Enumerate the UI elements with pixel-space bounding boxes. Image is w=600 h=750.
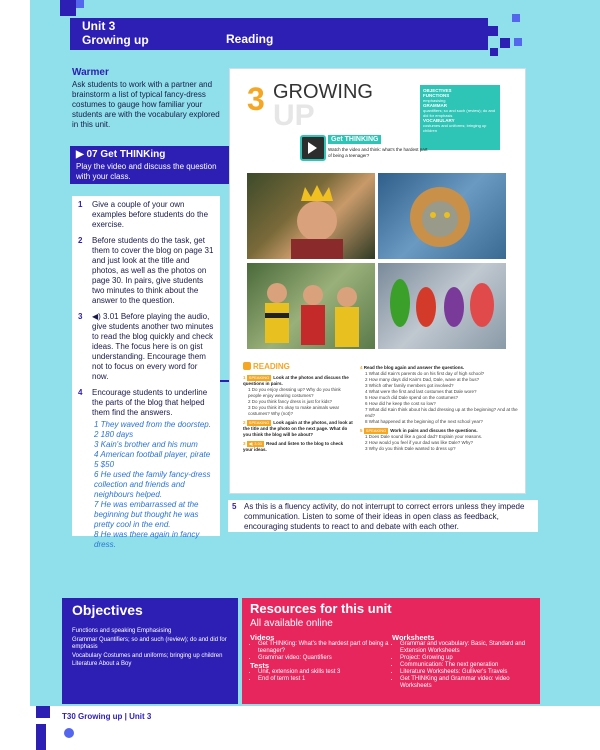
warmer-title: Warmer xyxy=(72,67,109,78)
question: 2 How many days did Kain's Dad, Dale, wave at the bus? xyxy=(365,377,480,382)
video-box xyxy=(70,146,238,184)
section-title: Reading xyxy=(226,32,274,46)
decor-square xyxy=(36,706,50,718)
exercise-tag: SPEAKING xyxy=(248,375,270,380)
video-title: ▶ 07 Get THINKing xyxy=(76,149,166,160)
step-3 xyxy=(78,312,214,382)
step-4 xyxy=(78,388,214,550)
photo-fruit-costumes xyxy=(378,263,506,349)
photo-art xyxy=(378,173,506,259)
page-footer: T30 Growing up | Unit 3 xyxy=(62,712,152,721)
video-text: Play the video and discuss the question with your class. xyxy=(76,162,217,181)
note-text: As this is a fluency activity, do not interrupt to correct errors unless they impede communication. Listen to some of their ideas in open class as feedback, encouraging students to react to and debate with each other. xyxy=(244,502,525,531)
answer-item: 3 Kain's brother and his mum xyxy=(94,440,198,449)
answer-item: 7 He was embarrassed at the beginning but thought he was pretty cool in the end. xyxy=(94,500,199,529)
get-thinking-box xyxy=(300,135,428,163)
note-5 xyxy=(228,500,538,532)
step-text: ◀) 3.01 Before playing the audio, give students another two minutes to read the blog quickly and check ideas. The focus here is on gist understanding. Encourage them not to focus on every word for now. xyxy=(92,312,214,381)
question: 3 Which other family members got involved? xyxy=(365,383,454,388)
exercise xyxy=(243,375,353,387)
photo-boy-crown xyxy=(247,173,375,259)
decor-square xyxy=(36,724,46,750)
exercise-number: 2 xyxy=(243,420,246,425)
resources-col-right xyxy=(392,634,532,690)
question: 2 How would you feel if your dad was like Dale? Why? xyxy=(365,440,474,445)
worksheet-link[interactable]: • Literature Worksheets: Gulliver's Travels xyxy=(400,669,532,676)
video-thumbnail[interactable] xyxy=(300,135,326,161)
objective-line: Literature About a Boy xyxy=(72,661,132,667)
exercise-number: 1 xyxy=(243,375,246,380)
book-title-line1: GROWING xyxy=(273,81,373,103)
objective-line: Functions and speaking Emphasising xyxy=(72,628,172,634)
answer-item: 4 American football player, pirate xyxy=(94,450,211,459)
question: 3 Do you think it's okay to make animals wear costumes? Why (not)? xyxy=(248,405,340,416)
warmer-text: Ask students to work with a partner and brainstorm a list of typical fancy-dress costumes to gauge how familiar your students are with the vocabulary explored in this unit. xyxy=(72,80,220,129)
step-text: Before students do the task, get them to cover the blog on page 31 and just look at the title and photos, as well as the photos on page 30. In pairs, give students two minutes to think about the answer to the question. xyxy=(92,236,214,305)
photo-art xyxy=(247,173,375,259)
exercise-tag: SPEAKING xyxy=(248,420,270,425)
question: 6 How did he keep the cost so low? xyxy=(365,401,436,406)
decor-square xyxy=(514,38,522,46)
photo-art xyxy=(378,263,506,349)
exercise-text: Work in pairs and discuss the questions. xyxy=(390,428,478,433)
obj-heading: FUNCTIONS xyxy=(423,93,450,98)
step-number: 3 xyxy=(78,312,83,321)
resources-subtitle: All available online xyxy=(250,618,333,629)
step-number: 2 xyxy=(78,236,83,245)
unit-label: Unit 3 xyxy=(82,19,116,33)
worksheets-title: Worksheets xyxy=(392,633,435,642)
obj-text: quantifiers; so and such (review); do and did for emphasis xyxy=(423,108,496,118)
decor-circle xyxy=(64,728,74,738)
resources-panel xyxy=(242,598,540,704)
warmer-box xyxy=(72,68,220,130)
video-link[interactable]: • Grammar video: Quantifiers xyxy=(258,655,390,662)
unit-title: Growing up xyxy=(82,33,149,47)
book-title-line2: UP xyxy=(273,99,315,132)
reading-icon xyxy=(243,362,251,370)
worksheet-link[interactable]: • Grammar and vocabulary: Basic, Standard and Extension Worksheets xyxy=(400,641,532,655)
decor-square xyxy=(76,0,84,8)
objective-line: Vocabulary Costumes and uniforms; bringing up children xyxy=(72,652,223,659)
answer-list xyxy=(92,420,214,550)
question: 3 Why do you think Dale wanted to dress up? xyxy=(365,446,456,451)
get-thinking-title: Get THINKING xyxy=(328,135,381,144)
reading-heading: READING xyxy=(253,362,290,371)
photo-art xyxy=(247,263,375,349)
answer-item: 6 He used the family fancy-dress collection and friends and neighbours helped. xyxy=(94,470,211,499)
photo-kids-costumes xyxy=(247,263,375,349)
exercise-text: Look again at the photos, and look at the title and the photo on the next page. What do you think the blog will be about? xyxy=(243,420,353,437)
question: 5 How much did Dale spend on the costumes? xyxy=(365,395,459,400)
tests-title: Tests xyxy=(250,661,270,670)
resources-col-left xyxy=(250,634,390,683)
student-book-page xyxy=(229,68,526,494)
decor-square xyxy=(488,26,498,36)
step-text: Encourage students to underline the parts of the blog that helped them find the answers. xyxy=(92,388,208,417)
question: 7 What did Kain think about his dad dressing up at the beginning? And at the end? xyxy=(365,407,518,418)
left-margin xyxy=(0,0,30,750)
book-objectives-box xyxy=(420,85,500,150)
reading-column-1 xyxy=(243,375,353,453)
photo-cat-lion xyxy=(378,173,506,259)
obj-heading: GRAMMAR xyxy=(423,103,447,108)
exercise-number: 3 xyxy=(243,441,246,446)
book-objectives-label: OBJECTIVES xyxy=(423,88,452,93)
question: 1 What did Kain's parents do on his first day of high school? xyxy=(365,371,485,376)
decor-square xyxy=(490,48,498,56)
resources-title: Resources for this unit xyxy=(250,601,392,616)
obj-heading: VOCABULARY xyxy=(423,118,455,123)
exercise xyxy=(243,420,353,438)
unit-number: 3 xyxy=(247,81,265,117)
worksheet-link[interactable]: • Get THINKing and Grammar video: video Worksheets xyxy=(400,676,532,690)
obj-text: costumes and uniforms; bringing up children xyxy=(423,123,487,133)
answer-item: 8 He was there again in fancy dress. xyxy=(94,530,200,549)
decor-square xyxy=(60,0,76,16)
exercise-number: 5 xyxy=(360,428,363,433)
video-link[interactable]: • Get THINKing: What's the hardest part of being a teenager? xyxy=(258,641,390,655)
question: 1 Does Dale sound like a good dad? Explain your reasons. xyxy=(365,434,483,439)
question: 1 Do you enjoy dressing up? Why do you think people enjoy wearing costumes? xyxy=(248,387,341,398)
exercise-text: Read and listen to the blog to check your ideas. xyxy=(243,441,344,452)
step-number: 4 xyxy=(78,388,83,397)
get-thinking-question: Watch the video and think: what's the hardest part of being a teenager? xyxy=(328,147,428,158)
decor-square xyxy=(512,14,520,22)
answer-item: 5 $50 xyxy=(94,460,115,469)
step-1 xyxy=(78,200,214,230)
step-number: 1 xyxy=(78,200,83,209)
exercise xyxy=(243,441,353,453)
question: 2 Do you think fancy dress is just for kids? xyxy=(248,399,333,404)
note-number: 5 xyxy=(232,502,237,511)
page-header xyxy=(70,18,488,50)
reading-column-2 xyxy=(360,365,520,452)
objectives-panel xyxy=(62,598,238,704)
step-text: Give a couple of your own examples before students do the exercise. xyxy=(92,200,209,229)
worksheet-link[interactable]: • Communication: The next generation xyxy=(400,662,532,669)
steps-panel xyxy=(72,196,220,549)
test-link[interactable]: • Unit, extension and skills test 3 xyxy=(258,669,390,676)
question: 4 What were the first and last costumes that Dale wore? xyxy=(365,389,477,394)
question: 8 What happened at the beginning of the next school year? xyxy=(365,419,483,424)
worksheet-link[interactable]: • Project: Growing up xyxy=(400,655,532,662)
exercise-number: 4 xyxy=(360,365,363,370)
objectives-title: Objectives xyxy=(72,602,143,618)
videos-title: Videos xyxy=(250,633,275,642)
play-icon xyxy=(308,142,317,154)
exercise-tag: SPEAKING xyxy=(365,428,387,433)
test-link[interactable]: • End of term test 1 xyxy=(258,676,390,683)
exercise-tag: ◀) 3.01 xyxy=(248,441,263,446)
decor-square xyxy=(500,38,510,48)
exercise-text: Look at the photos and discuss the questions in pairs. xyxy=(243,375,349,386)
exercise-text: Read the blog again and answer the questions. xyxy=(363,365,465,370)
objective-line: Grammar Quantifiers; so and such (review); do and did for emphasis xyxy=(72,636,227,650)
answer-item: 2 180 days xyxy=(94,430,134,439)
step-2 xyxy=(78,236,214,306)
obj-text: emphasising xyxy=(423,98,446,103)
answer-item: 1 They waved from the doorstep. xyxy=(94,420,211,429)
